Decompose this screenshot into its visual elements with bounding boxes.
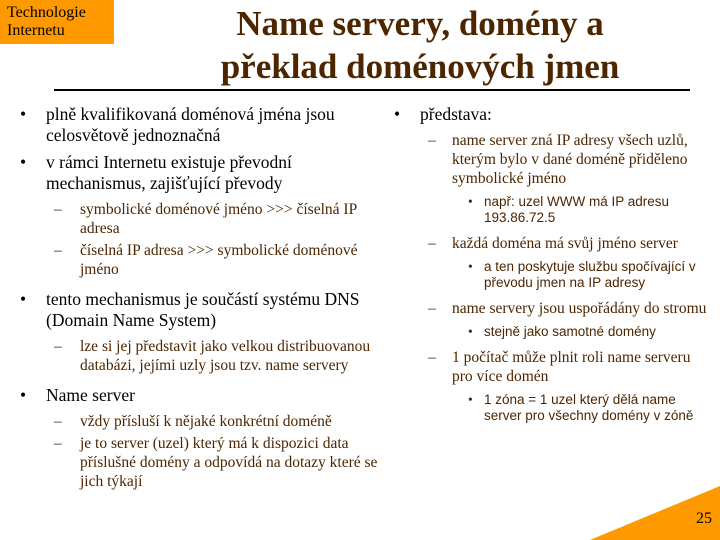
slide-title-line-2: překlad doménových jmen [220,47,620,86]
sub-bullet-item [390,348,712,424]
course-tag-line-2: Internetu [7,22,65,39]
bullet-dot-icon: • [394,104,401,124]
sub-sub-bullet-item [390,259,712,291]
sub-sub-bullet-text: 1 zóna = 1 uzel který dělá name server pro všechny domény v zóně [484,392,694,423]
sub-sub-bullet-text: např: uzel WWW má IP adresu 193.86.72.5 [484,194,670,225]
sub-bullet-text: name server zná IP adresy všech uzlů, kterým bylo v dané doméně přiděleno symbolické jméno [452,132,688,187]
right-column [390,104,712,432]
sub-sub-bullet-item [390,392,712,424]
sub-sub-bullet-item [390,194,712,226]
dash-icon: – [54,413,62,430]
dash-icon: – [54,242,62,259]
bullet-dot-icon: • [20,104,27,124]
bullet-dot-icon: • [20,385,27,405]
sub-sub-bullet-list [390,259,712,291]
sub-sub-bullet-list [390,392,712,424]
sub-bullet-text: vždy přísluší k nějaké konkrétní doméně [80,413,332,430]
bullet-text: Name server [46,385,135,405]
dash-icon: – [54,338,62,355]
bullet-text: v rámci Internetu existuje převodní mechanismus, zajišťující převody [46,152,292,193]
bullet-item [14,385,394,491]
bullet-dot-icon: • [468,392,473,407]
slide-title-line-1: Name servery, domény a [236,4,604,43]
bullet-text: plně kvalifikovaná doménová jména jsou celosvětově jednoznačná [46,104,335,145]
sub-sub-bullet-text: stejně jako samotné domény [484,324,656,339]
bullet-dot-icon: • [468,194,473,209]
sub-sub-bullet-list [390,324,712,340]
sub-bullet-item [390,234,712,291]
bullet-dot-icon: • [468,324,473,339]
sub-bullet-text: name servery jsou uspořádány do stromu [452,300,707,317]
right-bullet-list [390,104,712,424]
bullet-dot-icon: • [468,259,473,274]
sub-bullet-text: každá doména má svůj jméno server [452,235,678,252]
sub-bullet-text: lze si jej představit jako velkou distribuovanou databázi, jejími uzly jsou tzv. name servery [80,338,371,374]
left-bullet-list [14,104,394,491]
sub-bullet-item [14,412,394,431]
bullet-item [14,289,394,375]
sub-bullet-item [390,131,712,226]
bullet-dot-icon: • [20,152,27,172]
bullet-item [390,104,712,424]
sub-bullet-list [390,131,712,424]
sub-bullet-text: 1 počítač může plnit roli name serveru pro více domén [452,349,691,385]
sub-sub-bullet-list [390,194,712,226]
sub-bullet-list [14,412,394,491]
bullet-item [14,152,394,279]
course-tag [0,0,114,44]
bullet-dot-icon: • [20,289,27,309]
slide-title [150,2,690,88]
bullet-item [14,104,394,146]
sub-bullet-item [390,299,712,340]
sub-bullet-text: číselná IP adresa >>> symbolické doménové jméno [80,242,358,278]
sub-bullet-list [14,200,394,279]
left-column [14,104,394,501]
dash-icon: – [54,201,62,218]
bullet-text: tento mechanismus je součástí systému DNS (Domain Name System) [46,289,360,330]
dash-icon: – [54,435,62,452]
dash-icon: – [428,235,436,252]
sub-bullet-text: symbolické doménové jméno >>> číselná IP adresa [80,201,357,237]
dash-icon: – [428,300,436,317]
title-underline [54,89,690,91]
sub-bullet-item [14,434,394,491]
sub-bullet-text: je to server (uzel) který má k dispozici data příslušné domény a odpovídá na dotazy které se jich týkají [80,435,378,490]
page-number: 25 [696,510,712,527]
bullet-text: představa: [420,104,492,124]
sub-bullet-item [14,241,394,279]
sub-bullet-list [14,337,394,375]
sub-bullet-item [14,200,394,238]
course-tag-line-1: Technologie [7,4,86,21]
dash-icon: – [428,132,436,149]
sub-bullet-item [14,337,394,375]
dash-icon: – [428,349,436,366]
sub-sub-bullet-text: a ten poskytuje službu spočívající v převodu jmen na IP adresy [484,259,696,290]
sub-sub-bullet-item [390,324,712,340]
